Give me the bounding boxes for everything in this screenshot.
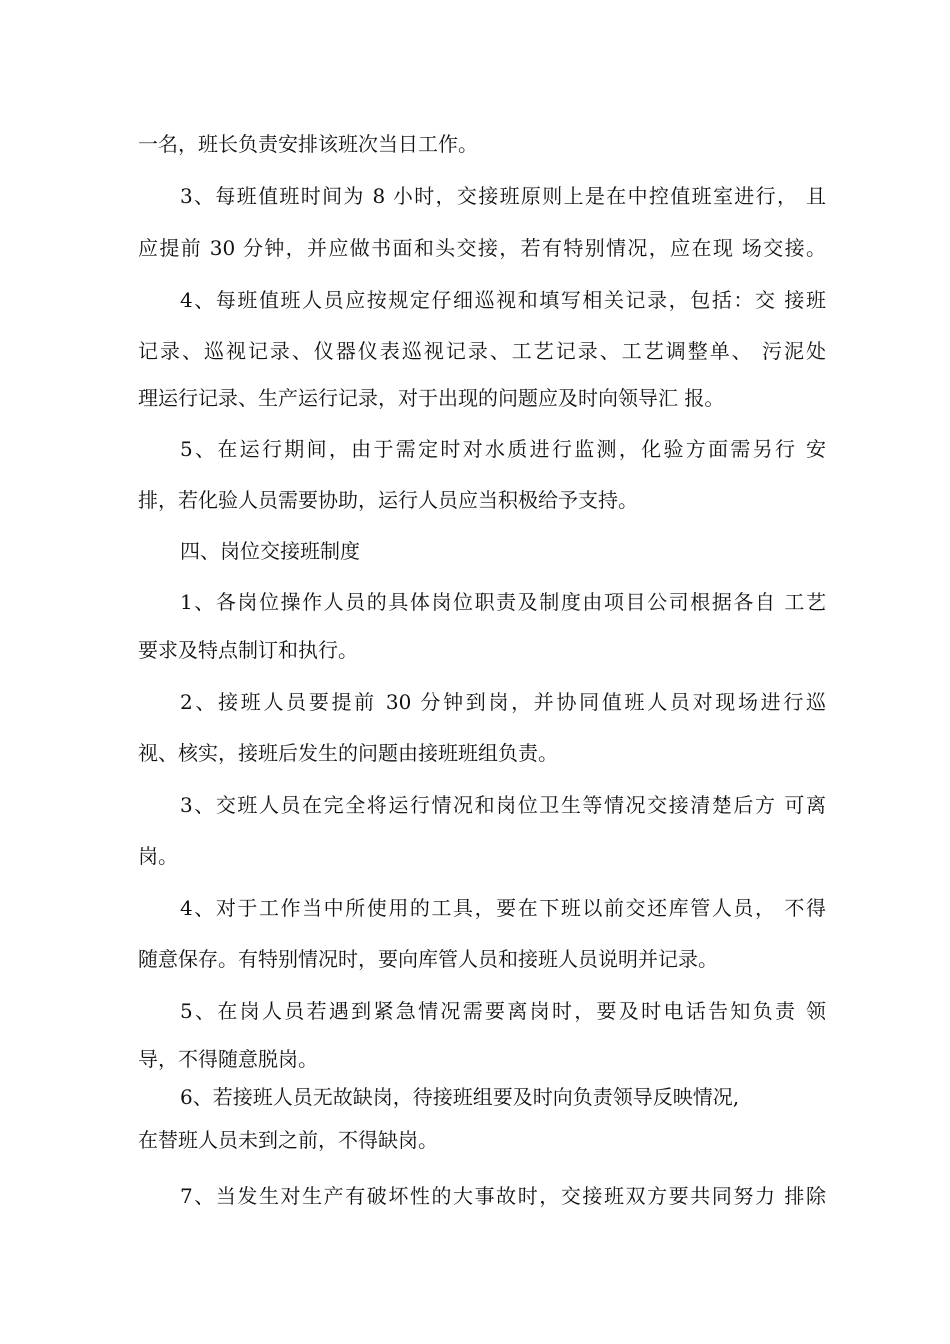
text-line: 6、若接班人员无故缺岗，待接班组要及时向负责领导反映情况, [180, 1085, 740, 1109]
section-heading: 四、岗位交接班制度 [180, 539, 360, 563]
text-line: 7、当发生对生产有破坏性的大事故时，交接班双方要共同努力 排除 [180, 1184, 826, 1208]
text-line: 2、接班人员要提前 30 分钟到岗，并协同值班人员对现场进行巡 [180, 690, 826, 714]
text-line: 3、交班人员在完全将运行情况和岗位卫生等情况交接清楚后方 可离 [180, 793, 826, 817]
text-line: 要求及特点制订和执行。 [138, 638, 358, 662]
text-line: 岗。 [138, 844, 178, 868]
text-line: 4、每班值班人员应按规定仔细巡视和填写相关记录，包括：交 接班 [180, 288, 826, 312]
text-line: 4、对于工作当中所使用的工具，要在下班以前交还库管人员， 不得 [180, 896, 826, 920]
text-line: 在替班人员未到之前，不得缺岗。 [138, 1128, 438, 1152]
text-line: 3、每班值班时间为 8 小时，交接班原则上是在中控值班室进行， 且 [180, 184, 826, 208]
text-line: 视、核实，接班后发生的问题由接班班组负责。 [138, 741, 558, 765]
text-line: 导，不得随意脱岗。 [138, 1047, 318, 1071]
text-line: 随意保存。有特别情况时，要向库管人员和接班人员说明并记录。 [138, 947, 718, 971]
text-line: 理运行记录、生产运行记录，对于出现的问题应及时向领导汇 报。 [138, 386, 725, 410]
text-line: 5、在运行期间，由于需定时对水质进行监测，化验方面需另行 安 [180, 437, 826, 461]
text-line: 1、各岗位操作人员的具体岗位职责及制度由项目公司根据各自 工艺 [180, 590, 826, 614]
text-line: 记录、巡视记录、仪器仪表巡视记录、工艺记录、工艺调整单、 污泥处 [138, 339, 826, 363]
text-line: 5、在岗人员若遇到紧急情况需要离岗时，要及时电话告知负责 领 [180, 999, 826, 1023]
text-line: 排，若化验人员需要协助，运行人员应当积极给予支持。 [138, 488, 638, 512]
text-line: 一名，班长负责安排该班次当日工作。 [138, 132, 478, 156]
text-line: 应提前 30 分钟，并应做书面和头交接，若有特别情况，应在现 场交接。 [138, 236, 826, 260]
